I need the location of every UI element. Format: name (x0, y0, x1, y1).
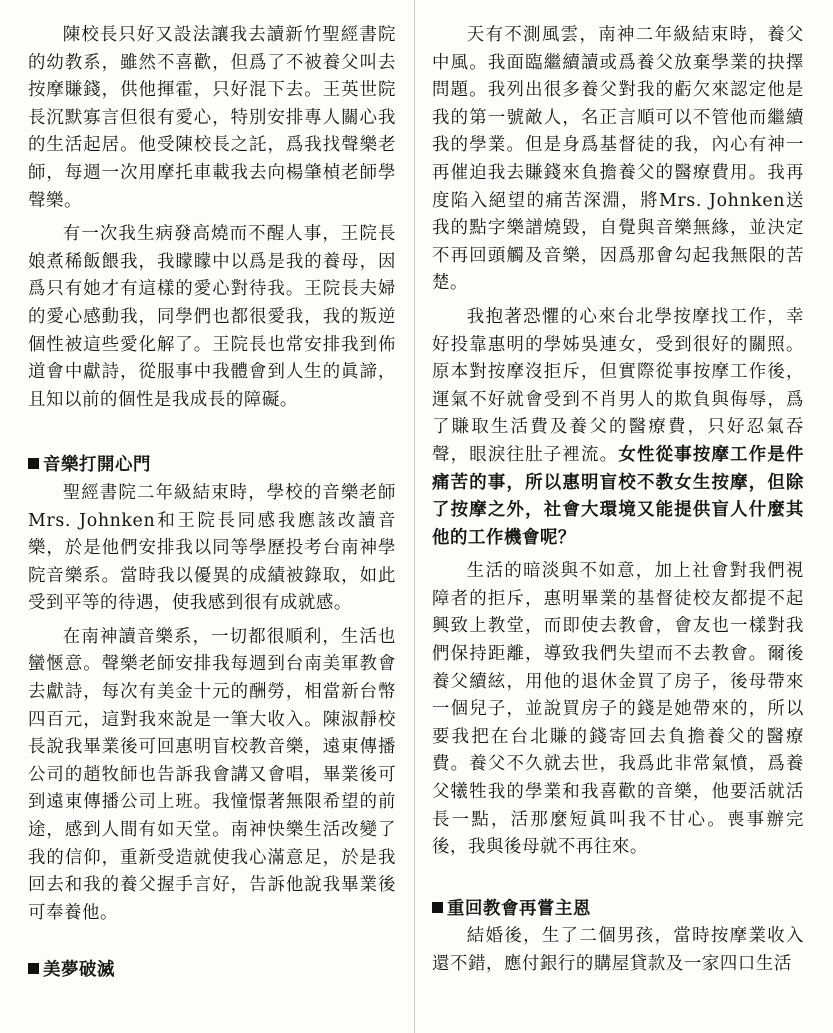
section-heading (28, 957, 396, 985)
square-bullet-icon (28, 458, 39, 469)
paragraph (432, 304, 804, 552)
section-heading (432, 896, 804, 924)
column-divider (414, 0, 415, 1033)
paragraph: 生活的暗淡與不如意，加上社會對我們視障者的拒斥，惠明畢業的基督徒校友都提不起興致上教堂，而即使去教會，會友也一樣對我們保持距離，導致我們失望而不去教會。爾後養父續絃，用他的退休金買了房子，後母帶來一個兒子，並說買房子的錢是她帶來的，所以要我把在台北賺的錢寄回去負擔養父的醫療費。養父不久就去世，我爲此非常氣憤，爲養父犧牲我的學業和我喜歡的音樂，他要活就活長一點，活那麼短眞叫我不甘心。喪事辦完後，我與後母就不再往來。 (432, 561, 804, 858)
paragraph: 陳校長只好又設法讓我去讀新竹聖經書院的幼教系，雖然不喜歡，但爲了不被養父叫去按摩賺錢，供他揮霍，只好混下去。王英世院長沉默寡言但很有愛心，特別安排專人關心我的生活起居。他受陳校長之託，爲我找聲樂老師，每週一次用摩托車載我去向楊肇楨老師學聲樂。 (28, 25, 396, 211)
section-heading-text: 重回教會再嘗主恩 (447, 898, 591, 919)
paragraph-text: 我抱著恐懼的心來台北學按摩找工作，幸好投靠惠明的學姊吳連女，受到很好的關照。原本對按摩沒拒斥，但實際從事按摩工作後，運氣不好就會受到不肖男人的欺負與侮辱，爲了賺取生活費及養父的醫療費，只好忍氣吞聲，眼淚往肚子裡流。 (432, 306, 804, 465)
section-heading-text: 美夢破滅 (43, 960, 115, 981)
paragraph: 結婚後，生了二個男孩，當時按摩業收入還不錯，應付銀行的購屋貸款及一家四口生活 (432, 926, 804, 974)
left-column (28, 22, 396, 985)
paragraph: 在南神讀音樂系，一切都很順利，生活也蠻愜意。聲樂老師安排我每週到台南美軍教會去獻詩，每次有美金十元的酬勞，相當新台幣四百元，這對我來說是一筆大收入。陳淑靜校長說我畢業後可回惠明盲校教音樂，遠東傳播公司的趙牧師也告訴我會講又會唱，畢業後可到遠東傳播公司上班。我憧憬著無限希望的前途，感到人間有如天堂。南神快樂生活改變了我的信仰，重新受造就使我心滿意足，於是我回去和我的養父握手言好，告訴他說我畢業後可奉養他。 (28, 626, 396, 923)
paragraph: 有一次我生病發高燒而不醒人事，王院長娘煮稀飯餵我，我矇矇中以爲是我的養母，因爲只有她才有這樣的愛心對待我。王院長夫婦的愛心感動我，同學們也都很愛我，我的叛逆個性被這些愛化解了。王院長也常安排我到佈道會中獻詩，從服事中我體會到人生的眞諦，且知以前的個性是我成長的障礙。 (28, 224, 396, 410)
paragraph: 天有不測風雲，南神二年級結束時，養父中風。我面臨繼續讀或爲養父放棄學業的抉擇問題。我列出很多養父對我的虧欠來認定他是我的第一號敵人，名正言順可以不管他而繼續我的學業。但是身爲基督徒的我，內心有神一再催迫我去賺錢來負擔養父的醫療費用。我再度陷入絕望的痛苦深淵，將Mrs. Johnken送我的點字樂譜燒毀，自覺與音樂無緣，並決定不再回頭觸及音樂，因爲那會勾起我無限的苦楚。 (432, 25, 804, 294)
square-bullet-icon (28, 963, 39, 974)
section-heading-text: 音樂打開心門 (43, 455, 151, 476)
paragraph: 聖經書院二年級結束時，學校的音樂老師Mrs. Johnken和王院長同感我應該改讀音樂，於是他們安排我以同等學歷投考台南神學院音樂系。當時我以優異的成績被錄取，如此受到平等的待遇，使我感到很有成就感。 (28, 482, 396, 614)
square-bullet-icon (432, 902, 443, 913)
emphasized-text: 女性從事按摩工作是件痛苦的事，所以惠明盲校不教女生按摩，但除了按摩之外，社會大環境又能提供盲人什麼其他的工作機會呢？ (432, 444, 804, 548)
right-column (432, 22, 804, 979)
section-heading (28, 452, 396, 480)
